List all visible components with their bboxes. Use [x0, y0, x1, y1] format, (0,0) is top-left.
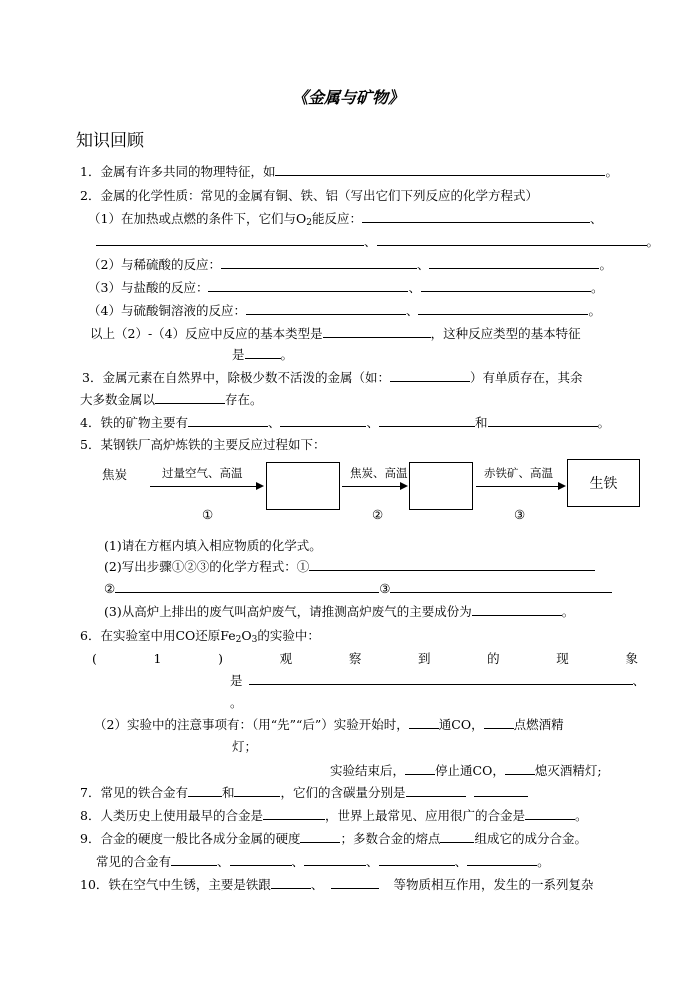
q6-notes-line3 [330, 762, 602, 780]
answer-blank[interactable] [323, 325, 431, 338]
observe-char: ( [92, 651, 97, 666]
answer-blank[interactable] [208, 279, 408, 292]
q3-b: ）有单质存在，其余 [469, 370, 583, 385]
q7-b: ，它们的含碳量分别是 [280, 785, 406, 800]
answer-blank[interactable] [221, 256, 417, 269]
observe-char: 象 [625, 651, 638, 666]
q5-part3 [104, 603, 574, 621]
q6-b: 的实验中： [257, 628, 320, 643]
answer-blank[interactable] [304, 853, 366, 866]
q2-sub3 [88, 279, 604, 297]
arrow-1-head [256, 482, 264, 490]
q2-sub3-label: （3）与盐酸的反应： [88, 280, 209, 295]
end-mark: 。 [597, 415, 611, 430]
answer-blank[interactable] [440, 830, 474, 843]
arrow-1 [150, 486, 256, 487]
answer-blank[interactable] [474, 784, 528, 797]
end-mark: 。 [646, 234, 660, 249]
question-3 [82, 369, 582, 387]
separator: 、 [454, 854, 468, 869]
q9-b: ；多数合金的熔点 [340, 831, 441, 846]
end-mark: 。 [588, 303, 601, 318]
comma: 、 [416, 257, 430, 272]
step-marker-3: ③ [514, 507, 526, 522]
q5-part1: (1)请在方框内填入相应物质的化学式。 [104, 538, 322, 553]
separator: 、 [366, 415, 379, 430]
answer-blank[interactable] [379, 414, 475, 427]
answer-blank[interactable] [467, 853, 537, 866]
answer-blank[interactable] [405, 762, 435, 775]
q6-a: 6．在实验室中用CO还原Fe [80, 628, 236, 643]
observe-char: 到 [417, 651, 431, 666]
fe-subscript: 2 [235, 635, 242, 645]
q2-sub1-prefix: （1）在加热或点燃的条件下，它们与O [88, 211, 307, 226]
equation-marker-2: ② [104, 581, 116, 596]
answer-blank[interactable] [280, 414, 366, 427]
q6-note-c: 点燃酒精 [513, 717, 564, 732]
q8-a: 8．人类历史上使用最早的合金是 [80, 808, 263, 823]
q2-summary-b: ，这种反应类型的基本特征 [430, 326, 581, 341]
q6-is: 是 [230, 673, 243, 688]
q2-sub4 [88, 302, 601, 320]
q6-observe-line [92, 650, 638, 668]
q2-summary [90, 325, 581, 343]
observe-char: 观 [279, 651, 293, 666]
q3-a: 3．金属元素在自然界中，除极少数不活泼的金属（如： [82, 370, 390, 385]
q2-summary-line2 [232, 346, 293, 364]
q7-a: 7．常见的铁合金有 [80, 785, 188, 800]
question-7 [80, 784, 528, 802]
separator: 、 [310, 877, 324, 892]
observe-char: 现 [556, 651, 569, 666]
question-9-line2 [96, 853, 550, 871]
separator: 、 [366, 854, 379, 869]
q2-sub1 [88, 210, 602, 232]
q5-part2 [104, 558, 595, 576]
observe-char: ) [218, 651, 224, 666]
comma: 、 [632, 673, 646, 688]
q10-a: 10．铁在空气中生锈，主要是铁跟 [80, 877, 271, 892]
answer-blank[interactable] [472, 603, 562, 616]
q1-end: 。 [605, 164, 618, 179]
q6-note-g: 熄灭酒精灯; [534, 763, 602, 778]
q3-c: 大多数金属以 [80, 392, 156, 407]
answer-blank[interactable] [418, 302, 588, 315]
arrow3-label: 赤铁矿、高温 [484, 466, 553, 480]
product-box-2[interactable] [409, 462, 473, 510]
step-marker-1: ① [202, 507, 214, 522]
separator: 、 [291, 854, 305, 869]
answer-blank[interactable] [484, 716, 514, 729]
arrow-3-head [558, 482, 566, 490]
arrow1-label: 过量空气、高温 [162, 466, 243, 480]
answer-blank[interactable] [188, 784, 222, 797]
answer-blank[interactable] [249, 672, 633, 685]
observe-char: 察 [348, 651, 362, 666]
q6-note-a: （2）实验中的注意事项有：（用“先”“后”）实验开始时， [94, 717, 409, 732]
answer-blank[interactable] [171, 853, 217, 866]
end-mark: 。 [590, 280, 604, 295]
question-9 [80, 830, 587, 848]
comma: 、 [408, 280, 421, 295]
arrow-2 [342, 486, 400, 487]
end-mark: 。 [574, 808, 588, 823]
q5-part2-text: (2)写出步骤①②③的化学方程式：① [104, 559, 310, 574]
q2-sub1-line2 [96, 233, 659, 251]
answer-blank[interactable] [245, 346, 281, 359]
question-1 [80, 163, 618, 181]
section-heading: 知识回顾 [76, 131, 144, 151]
step-marker-2: ② [372, 507, 384, 522]
final-product-box [567, 459, 640, 507]
answer-blank[interactable] [331, 876, 379, 889]
answer-blank[interactable] [390, 580, 612, 593]
answer-blank[interactable] [188, 414, 268, 427]
comma: 、 [405, 303, 419, 318]
answer-blank[interactable] [362, 210, 590, 223]
oxygen-symbol: O [241, 628, 252, 643]
q5-part3-text: (3)从高炉上排出的废气叫高炉废气，请推测高炉废气的主要成份为 [104, 604, 472, 619]
q6-observe-answer [230, 672, 645, 690]
arrow2-label: 焦炭、高温 [350, 466, 408, 480]
q8-b: ，世界上最常见、应用很广的合金是 [324, 808, 525, 823]
answer-blank[interactable] [309, 558, 595, 571]
observe-char: 1 [153, 651, 162, 666]
answer-blank[interactable] [390, 369, 470, 382]
and-word: 和 [475, 415, 488, 430]
comma: 、 [364, 234, 377, 249]
q3-d: 存在。 [225, 392, 263, 407]
answer-blank[interactable] [115, 580, 379, 593]
o-subscript: 3 [251, 635, 258, 645]
and-word: 和 [221, 785, 235, 800]
question-10 [80, 876, 593, 894]
answer-blank[interactable] [429, 256, 599, 269]
answer-blank[interactable] [505, 762, 535, 775]
separator: 、 [217, 854, 230, 869]
q5-part2-line2 [104, 580, 612, 598]
start-label-coke: 焦炭 [102, 467, 128, 482]
answer-blank[interactable] [525, 807, 575, 820]
q9-a: 9．合金的硬度一般比各成分金属的硬度 [80, 831, 301, 846]
q10-b: 等物质相互作用，发生的一系列复杂 [393, 877, 594, 892]
question-6 [80, 627, 320, 649]
answer-blank[interactable] [246, 302, 406, 315]
q6-notes [94, 716, 564, 734]
q1-text: 1．金属有许多共同的物理特征，如 [80, 164, 276, 179]
q9-d: 常见的合金有 [96, 854, 172, 869]
q2-sub2 [88, 256, 612, 274]
q2-sub1-suffix: 能反应： [311, 211, 362, 226]
answer-blank[interactable] [271, 876, 311, 889]
q2-summary-c: 是 [232, 347, 245, 362]
final-product-label: 生铁 [589, 476, 618, 492]
answer-blank[interactable] [234, 784, 280, 797]
answer-blank[interactable] [488, 414, 598, 427]
answer-blank[interactable] [300, 830, 340, 843]
answer-blank[interactable] [379, 853, 455, 866]
q4-a: 4．铁的矿物主要有 [80, 415, 188, 430]
answer-blank[interactable] [96, 233, 364, 246]
q6-notes-line2: 灯； [232, 739, 258, 754]
end-mark: 。 [280, 347, 294, 362]
end-mark: 。 [537, 854, 550, 869]
answer-blank[interactable] [263, 807, 325, 820]
o2-subscript: 2 [306, 218, 312, 228]
q2-sub4-label: （4）与硫酸铜溶液的反应： [88, 303, 246, 318]
equation-marker-3: ③ [379, 581, 391, 596]
q6-note-b: 通CO， [438, 717, 484, 732]
question-5: 5．某钢铁厂高炉炼铁的主要反应过程如下： [80, 437, 326, 452]
arrow-2-head [400, 482, 408, 490]
question-2: 2．金属的化学性质：常见的金属有铜、铁、铝（写出它们下列反应的化学方程式） [80, 188, 538, 203]
answer-blank[interactable] [409, 716, 439, 729]
separator: 、 [267, 415, 281, 430]
answer-blank[interactable] [155, 391, 225, 404]
answer-blank[interactable] [275, 163, 605, 176]
question-3-line2 [80, 391, 263, 409]
arrow-3 [476, 486, 558, 487]
end-mark: 。 [561, 604, 575, 619]
end-mark: 。 [599, 257, 612, 272]
product-box-1[interactable] [266, 462, 340, 510]
q6-observe-end: 。 [230, 695, 243, 710]
q9-c: 组成它的成分合金。 [474, 831, 587, 846]
answer-blank[interactable] [377, 233, 647, 246]
document-title: 《金属与矿物》 [291, 88, 404, 107]
comma: 、 [589, 211, 603, 226]
observe-char: 的 [487, 651, 500, 666]
question-4 [80, 414, 610, 432]
q2-summary-a: 以上（2）-（4）反应中反应的基本类型是 [90, 326, 323, 341]
q6-note-f: 停止通CO， [435, 763, 505, 778]
q2-sub2-label: （2）与稀硫酸的反应： [88, 257, 221, 272]
answer-blank[interactable] [230, 853, 292, 866]
question-8 [80, 807, 588, 825]
answer-blank[interactable] [406, 784, 466, 797]
q6-note-e: 实验结束后， [330, 763, 406, 778]
answer-blank[interactable] [421, 279, 591, 292]
